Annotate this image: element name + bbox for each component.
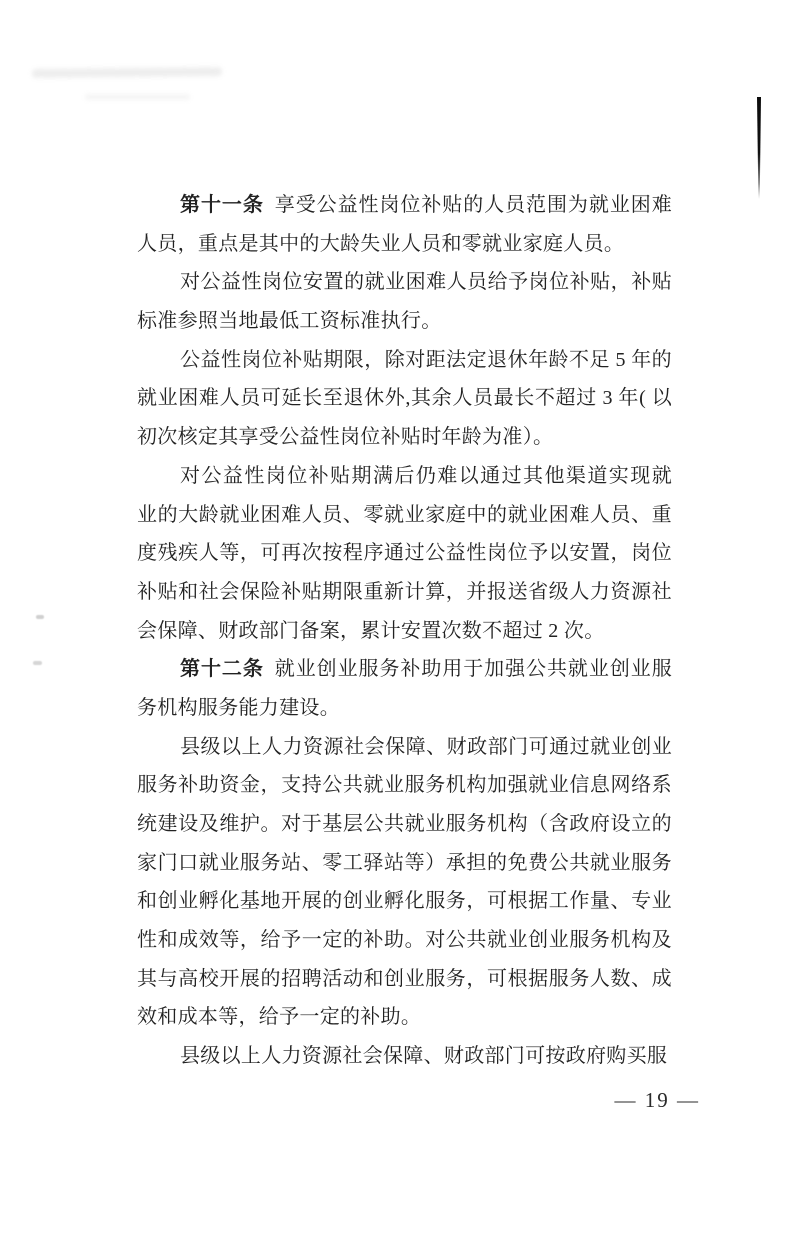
text-segment: 补贴和社会保险补贴期限重新计算，并报送省级人力资源社 <box>137 580 672 603</box>
text-segment: 对公益性岗位安置的就业困难人员给予岗位补贴，补贴 <box>180 271 672 294</box>
text-line-article-11-para-4 <box>137 612 672 651</box>
text-line-article-11-para-4 <box>137 573 672 612</box>
text-segment: 就业困难人员可延长至退休外,其余人员最长不超过 3 年( 以 <box>137 387 672 410</box>
text-line-article-11-para-4 <box>137 534 672 573</box>
text-line-article-12-para-3 <box>137 1037 672 1076</box>
text-segment: 标准参照当地最低工资标准执行。 <box>137 310 442 333</box>
article-heading: 第十二条 <box>180 658 264 681</box>
text-line-article-12-para-2 <box>137 960 672 999</box>
text-line-article-12-para-2 <box>137 844 672 883</box>
text-line-article-12-para-2 <box>137 728 672 767</box>
text-segment: 初次核定其享受公益性岗位补贴时年龄为准）。 <box>137 426 554 449</box>
text-segment: 业的大龄就业困难人员、零就业家庭中的就业困难人员、重 <box>137 503 672 526</box>
text-segment: 统建设及维护。对于基层公共就业服务机构（含政府设立的 <box>137 813 672 835</box>
text-segment: 就业创业服务补助用于加强公共就业创业服 <box>274 658 672 681</box>
text-line-article-11-para-3 <box>137 341 672 380</box>
text-segment: 服务补助资金，支持公共就业服务机构加强就业信息网络系 <box>137 774 672 797</box>
text-line-article-12-para-2 <box>137 998 672 1037</box>
text-segment: 县级以上人力资源社会保障、财政部门可通过就业创业 <box>180 735 672 758</box>
scan-speck <box>33 661 42 665</box>
text-line-article-11-para-4 <box>137 457 672 496</box>
text-segment: 公益性岗位补贴期限，除对距法定退休年龄不足 5 年的 <box>180 348 672 371</box>
text-segment: 家门口就业服务站、零工驿站等）承担的免费公共就业服务 <box>137 851 672 874</box>
article-heading: 第十一条 <box>180 194 264 216</box>
text-line-article-11-para-3 <box>137 418 672 457</box>
text-line-article-12-para-2 <box>137 805 672 844</box>
text-line-article-12-para-2 <box>137 766 672 805</box>
text-segment: 度残疾人等，可再次按程序通过公益性岗位予以安置，岗位 <box>137 542 672 565</box>
text-segment: 务机构服务能力建设。 <box>137 696 340 719</box>
text-line-article-11 <box>137 225 672 264</box>
text-segment: 性和成效等，给予一定的补助。对公共就业创业服务机构及 <box>137 929 672 952</box>
text-line-article-12-para-2 <box>137 882 672 921</box>
document-text-block <box>137 186 672 1076</box>
scan-artifact-bar <box>757 97 761 199</box>
text-segment: 效和成本等，给予一定的补助。 <box>137 1006 422 1029</box>
text-segment: 会保障、财政部门备案，累计安置次数不超过 2 次。 <box>137 619 605 642</box>
text-segment: 和创业孵化基地开展的创业孵化服务，可根据工作量、专业 <box>137 890 672 913</box>
text-line-article-12 <box>137 689 672 728</box>
scan-speck <box>36 615 44 619</box>
text-segment: 其与高校开展的招聘活动和创业服务，可根据服务人数、成 <box>137 967 672 990</box>
text-line-article-11-para-2 <box>137 302 672 341</box>
scan-smudge <box>32 67 222 78</box>
text-line-article-12 <box>137 650 672 689</box>
text-segment: 县级以上人力资源社会保障、财政部门可按政府购买服 <box>180 1045 668 1068</box>
text-line-article-11-para-4 <box>137 496 672 535</box>
text-segment: 人员，重点是其中的大龄失业人员和零就业家庭人员。 <box>137 232 625 255</box>
page-number <box>615 1088 701 1113</box>
text-segment: 对公益性岗位补贴期满后仍难以通过其他渠道实现就 <box>180 464 672 487</box>
scan-smudge <box>85 94 190 100</box>
text-line-article-12-para-2 <box>137 921 672 960</box>
page-number-label: — 19 — <box>614 1088 700 1112</box>
text-segment: 享受公益性岗位补贴的人员范围为就业困难 <box>274 194 672 216</box>
text-line-article-11-para-3 <box>137 379 672 418</box>
text-line-article-11-para-2 <box>137 263 672 302</box>
text-line-article-11 <box>137 186 672 225</box>
